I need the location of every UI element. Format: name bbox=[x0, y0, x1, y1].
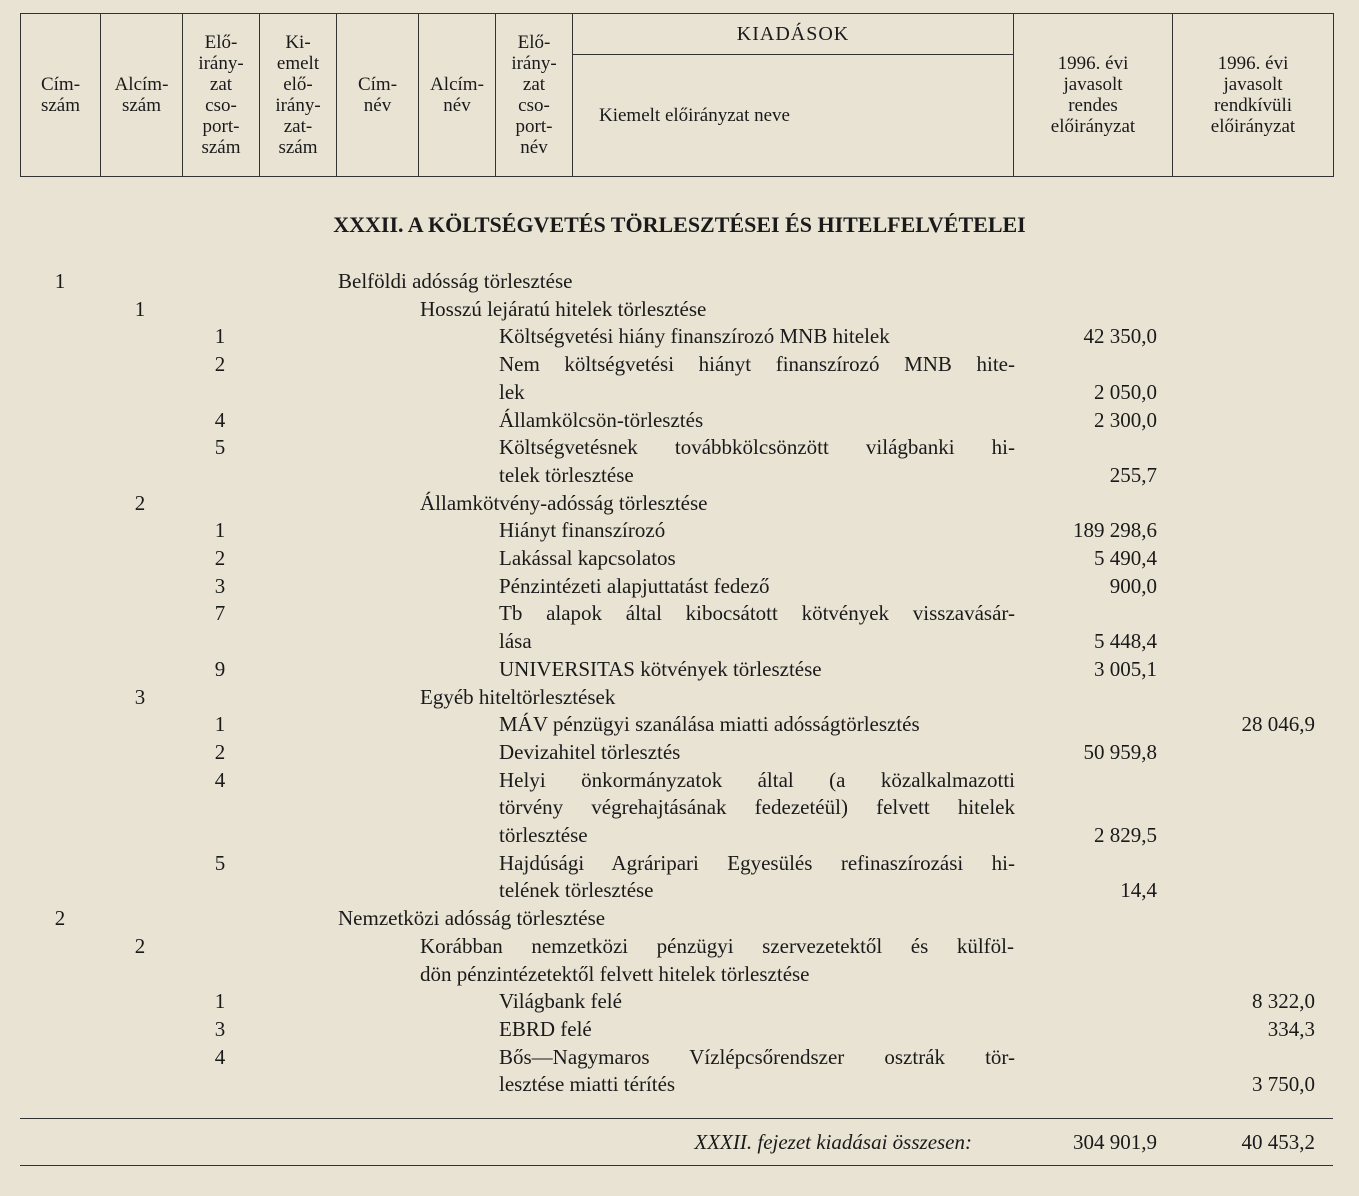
table-row bbox=[0, 350, 1359, 378]
table-row bbox=[0, 987, 1359, 1015]
table-row bbox=[0, 322, 1359, 350]
table-row bbox=[0, 738, 1359, 766]
kiemelt-number: 2 bbox=[214, 352, 226, 377]
total-top-rule bbox=[20, 1118, 1333, 1119]
header-alcimnev: Alcím- név bbox=[419, 14, 496, 177]
table-row bbox=[0, 599, 1359, 627]
item-name: Bős—Nagymaros Vízlépcsőrendszer osztrák tör- bbox=[499, 1044, 1015, 1069]
item-name: Belföldi adósság törlesztése bbox=[338, 269, 573, 293]
table-row bbox=[0, 793, 1359, 821]
kiemelt-number: 2 bbox=[214, 546, 226, 570]
header-rendkivuli-eloiranyzat: 1996. évi javasolt rendkívüli előirányzat bbox=[1173, 14, 1334, 177]
kiemelt-number: 4 bbox=[214, 1044, 226, 1069]
rendes-value: 2 050,0 bbox=[1094, 379, 1157, 404]
item-name: törlesztése bbox=[499, 823, 588, 847]
rendes-value: 5 490,4 bbox=[1094, 546, 1157, 570]
table-row bbox=[0, 1015, 1359, 1043]
table-row bbox=[0, 544, 1359, 572]
alcim-number: 2 bbox=[134, 933, 146, 958]
rendes-value: 3 005,1 bbox=[1094, 656, 1157, 681]
item-name: Nemzetközi adósság törlesztése bbox=[338, 906, 606, 931]
item-name: Hosszú lejáratú hitelek törlesztése bbox=[420, 296, 707, 321]
table-row bbox=[0, 710, 1359, 738]
header-kiemelt-eloiranyzat-szam: Ki- emelt elő- irány- zat- szám bbox=[260, 14, 337, 177]
item-name: törvény végrehajtásának fedezetéül) felvett hitelek bbox=[499, 795, 1015, 820]
item-name: telének törlesztése bbox=[499, 878, 654, 903]
header-rendes-eloiranyzat: 1996. évi javasolt rendes előirányzat bbox=[1014, 14, 1173, 177]
item-name: lek bbox=[499, 379, 525, 404]
rendes-value: 42 350,0 bbox=[1083, 324, 1157, 349]
item-name: Tb alapok által kibocsátott kötvények visszavásár- bbox=[499, 601, 1015, 626]
rendes-value: 14,4 bbox=[1120, 878, 1157, 903]
header-cimnev: Cím- név bbox=[337, 14, 419, 177]
table-row bbox=[0, 406, 1359, 434]
item-name: Devizahitel törlesztés bbox=[499, 739, 681, 764]
table-row bbox=[0, 904, 1359, 932]
item-name: Lakással kapcsolatos bbox=[499, 546, 676, 570]
table-row bbox=[0, 572, 1359, 600]
item-name: Államkölcsön-törlesztés bbox=[499, 407, 704, 432]
kiemelt-number: 4 bbox=[214, 407, 226, 432]
kiemelt-number: 5 bbox=[214, 435, 226, 460]
item-name: Egyéb hiteltörlesztések bbox=[420, 684, 616, 709]
item-name: Korábban nemzetközi pénzügyi szervezetektől és külföl- bbox=[420, 933, 1014, 958]
rendes-value: 2 300,0 bbox=[1094, 407, 1157, 432]
table-row bbox=[0, 267, 1359, 295]
kiemelt-number: 4 bbox=[214, 767, 226, 792]
alcim-number: 1 bbox=[134, 296, 146, 321]
item-name: Helyi önkormányzatok által (a közalkalmazotti bbox=[499, 767, 1015, 792]
item-name: Költségvetésnek továbbkölcsönzött világbanki hi- bbox=[499, 435, 1015, 460]
table-row bbox=[0, 932, 1359, 960]
total-bottom-rule bbox=[20, 1165, 1333, 1166]
table-row bbox=[0, 516, 1359, 544]
item-name: UNIVERSITAS kötvények törlesztése bbox=[499, 656, 822, 681]
rendes-value: 900,0 bbox=[1109, 573, 1157, 598]
kiemelt-number: 3 bbox=[214, 1016, 226, 1041]
total-rendes-value: 304 901,9 bbox=[1073, 1130, 1157, 1154]
item-name: dön pénzintézetektől felvett hitelek törlesztése bbox=[420, 961, 810, 986]
header-eloiranyzat-csoport-szam: Elő- irány- zat cso- port- szám bbox=[183, 14, 260, 177]
table-row bbox=[0, 821, 1359, 849]
alcim-number: 3 bbox=[134, 684, 146, 709]
item-name: Pénzintézeti alapjuttatást fedező bbox=[499, 573, 770, 598]
item-name: lása bbox=[499, 629, 532, 654]
item-name: telek törlesztése bbox=[499, 462, 634, 487]
column-header-table bbox=[20, 13, 1334, 177]
table-row bbox=[0, 960, 1359, 988]
table-row bbox=[0, 627, 1359, 655]
item-name: Államkötvény-adósság törlesztése bbox=[420, 490, 708, 515]
rendes-value: 2 829,5 bbox=[1094, 823, 1157, 847]
table-row bbox=[0, 489, 1359, 517]
header-alcimszam: Alcím- szám bbox=[101, 14, 183, 177]
table-row bbox=[0, 1070, 1359, 1098]
kiemelt-number: 5 bbox=[214, 850, 226, 875]
header-kiadasok: KIADÁSOK bbox=[573, 14, 1014, 55]
cim-number: 1 bbox=[54, 269, 66, 293]
table-row bbox=[0, 683, 1359, 711]
kiemelt-number: 1 bbox=[214, 989, 226, 1014]
chapter-title: XXXII. A KÖLTSÉGVETÉS TÖRLESZTÉSEI ÉS HITELFELVÉTELEI bbox=[333, 212, 1026, 237]
table-row bbox=[0, 433, 1359, 461]
rendes-value: 50 959,8 bbox=[1083, 739, 1157, 764]
kiemelt-number: 1 bbox=[214, 518, 226, 543]
table-row bbox=[0, 849, 1359, 877]
item-name: MÁV pénzügyi szanálása miatti adósságtörlesztés bbox=[499, 712, 920, 737]
cim-number: 2 bbox=[54, 906, 66, 931]
rendkivuli-value: 334,3 bbox=[1267, 1016, 1315, 1041]
rendkivuli-value: 28 046,9 bbox=[1241, 712, 1315, 737]
item-name: Nem költségvetési hiányt finanszírozó MNB hite- bbox=[499, 352, 1015, 377]
kiemelt-number: 7 bbox=[214, 601, 226, 626]
rendkivuli-value: 3 750,0 bbox=[1252, 1072, 1315, 1097]
item-name: Költségvetési hiány finanszírozó MNB hitelek bbox=[499, 324, 890, 349]
kiemelt-number: 9 bbox=[214, 656, 226, 681]
alcim-number: 2 bbox=[134, 490, 146, 515]
total-label: XXXII. fejezet kiadásai összesen: bbox=[694, 1130, 972, 1154]
item-name: lesztése miatti térítés bbox=[499, 1072, 676, 1097]
kiemelt-number: 3 bbox=[214, 573, 226, 598]
kiemelt-number: 1 bbox=[214, 712, 226, 737]
table-row bbox=[0, 766, 1359, 794]
rendkivuli-value: 8 322,0 bbox=[1252, 989, 1315, 1014]
table-row bbox=[0, 295, 1359, 323]
header-kiemelt-eloiranyzat-neve: Kiemelt előirányzat neve bbox=[573, 55, 1014, 177]
rendes-value: 255,7 bbox=[1109, 462, 1157, 487]
item-name: Világbank felé bbox=[499, 989, 622, 1014]
item-name: Hiányt finanszírozó bbox=[499, 518, 666, 543]
table-row bbox=[0, 461, 1359, 489]
rendes-value: 189 298,6 bbox=[1073, 518, 1157, 543]
header-cimszam: Cím- szám bbox=[21, 14, 101, 177]
table-row bbox=[0, 655, 1359, 683]
header-eloiranyzat-csoport-nev: Elő- irány- zat cso- port- név bbox=[496, 14, 573, 177]
table-row bbox=[0, 1043, 1359, 1071]
item-name: EBRD felé bbox=[499, 1016, 592, 1041]
item-name: Hajdúsági Agráripari Egyesülés refinaszírozási hi- bbox=[499, 850, 1015, 875]
kiemelt-number: 1 bbox=[214, 324, 226, 349]
table-row bbox=[0, 378, 1359, 406]
kiemelt-number: 2 bbox=[214, 739, 226, 764]
rendes-value: 5 448,4 bbox=[1094, 629, 1157, 654]
table-row bbox=[0, 876, 1359, 904]
total-rendkivuli-value: 40 453,2 bbox=[1241, 1130, 1315, 1154]
